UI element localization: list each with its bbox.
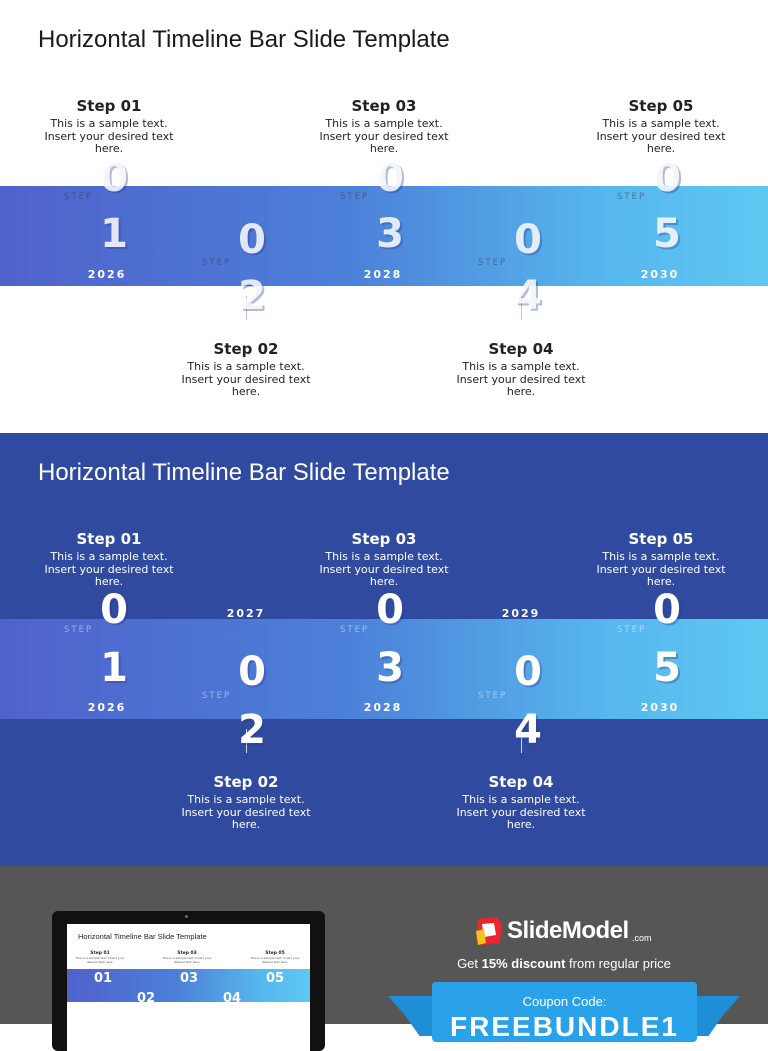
step-title: Step 05 [628, 97, 694, 115]
slidemodel-logo[interactable] [474, 913, 664, 949]
step-title: Step 01 [76, 97, 142, 115]
slidemodel-logo-icon [474, 915, 504, 947]
step-text: This is a sample text. Insert your desired text here. [44, 117, 174, 155]
step-number-02: 02 [238, 649, 266, 753]
slide-title: Horizontal Timeline Bar Slide Template [38, 459, 450, 486]
slide-title: Horizontal Timeline Bar Slide Template [38, 26, 450, 53]
step-title: Step 04 [488, 340, 554, 358]
step-number-04: 04 [514, 649, 542, 753]
brand-name: SlideModel [507, 917, 629, 944]
step-title: Step 04 [488, 773, 554, 791]
step-02 [171, 773, 321, 832]
promo-banner [0, 866, 768, 1042]
step-title: Step 01 [76, 530, 142, 548]
step-05 [586, 530, 736, 589]
step-text: This is a sample text. Insert your desired text here. [596, 117, 726, 155]
camera-dot [185, 915, 188, 918]
preview-step-text: This is a sample text. Insert your desired text here. [75, 956, 125, 964]
year-label: 2030 [640, 701, 680, 714]
step-label: STEP [478, 691, 508, 701]
preview-step-text: This is a sample text. Insert your desired text here. [162, 956, 212, 964]
step-label: STEP [478, 258, 508, 268]
year-label: 2026 [87, 268, 127, 281]
preview-step-title: Step 05 [265, 951, 285, 956]
step-text: This is a sample text. Insert your desired text here. [44, 550, 174, 588]
step-05 [586, 97, 736, 156]
year-label: 2030 [640, 268, 680, 281]
preview-number: 01 [94, 971, 113, 986]
coupon-label: Coupon Code: [522, 994, 607, 1009]
preview-number: 04 [223, 991, 242, 1006]
step-title: Step 02 [213, 340, 279, 358]
year-label: 2027 [226, 174, 266, 187]
discount-text [400, 956, 728, 971]
step-text: This is a sample text. Insert your desired text here. [181, 360, 311, 398]
slide-dark [0, 433, 768, 866]
coupon-ribbon[interactable] [432, 982, 697, 1042]
step-03 [309, 530, 459, 589]
preview-number: 03 [180, 971, 199, 986]
step-01 [34, 530, 184, 589]
step-number-05: 05 [653, 155, 681, 257]
preview-step [70, 951, 130, 964]
step-label: STEP [202, 691, 232, 701]
step-02 [171, 340, 321, 399]
step-label: STEP [617, 192, 647, 202]
step-text: This is a sample text. Insert your desired text here. [181, 793, 311, 831]
step-number-02: 02 [238, 217, 266, 319]
step-text: This is a sample text. Insert your desired text here. [319, 550, 449, 588]
preview-step-title: Step 01 [90, 951, 110, 956]
brand-suffix: .com [632, 933, 652, 943]
step-number-03: 03 [376, 155, 404, 257]
year-label: 2029 [501, 174, 541, 187]
step-title: Step 02 [213, 773, 279, 791]
preview-screen [67, 924, 310, 1051]
step-text: This is a sample text. Insert your desired text here. [319, 117, 449, 155]
discount-suffix: from regular price [565, 956, 671, 971]
step-title: Step 03 [351, 97, 417, 115]
discount-highlight: 15% discount [481, 956, 566, 971]
preview-step [157, 951, 217, 964]
preview-number: 02 [137, 991, 156, 1006]
preview-step [245, 951, 305, 964]
step-label: STEP [64, 625, 94, 635]
year-label: 2028 [363, 268, 403, 281]
step-number-01: 01 [100, 155, 128, 257]
discount-prefix: Get [457, 956, 482, 971]
year-label: 2028 [363, 701, 403, 714]
year-label: 2026 [87, 701, 127, 714]
coupon-code: FREEBUNDLE1 [450, 1011, 679, 1042]
step-04 [446, 773, 596, 832]
step-number-03: 03 [376, 587, 404, 691]
preview-step-text: This is a sample text. Insert your desired text here. [250, 956, 300, 964]
preview-number: 05 [266, 971, 285, 986]
step-title: Step 03 [351, 530, 417, 548]
year-label: 2027 [226, 607, 266, 620]
step-text: This is a sample text. Insert your desired text here. [456, 793, 586, 831]
step-number-04: 04 [514, 217, 542, 319]
step-04 [446, 340, 596, 399]
step-03 [309, 97, 459, 156]
slide-light [0, 0, 768, 433]
step-01 [34, 97, 184, 156]
step-label: STEP [64, 192, 94, 202]
step-label: STEP [340, 192, 370, 202]
preview-title: Horizontal Timeline Bar Slide Template [78, 932, 207, 941]
step-number-01: 01 [100, 587, 128, 691]
step-text: This is a sample text. Insert your desired text here. [456, 360, 586, 398]
step-text: This is a sample text. Insert your desired text here. [596, 550, 726, 588]
tablet-preview [52, 911, 325, 1051]
step-label: STEP [340, 625, 370, 635]
step-label: STEP [202, 258, 232, 268]
year-label: 2029 [501, 607, 541, 620]
step-label: STEP [617, 625, 647, 635]
step-number-05: 05 [653, 587, 681, 691]
step-title: Step 05 [628, 530, 694, 548]
preview-step-title: Step 03 [177, 951, 197, 956]
